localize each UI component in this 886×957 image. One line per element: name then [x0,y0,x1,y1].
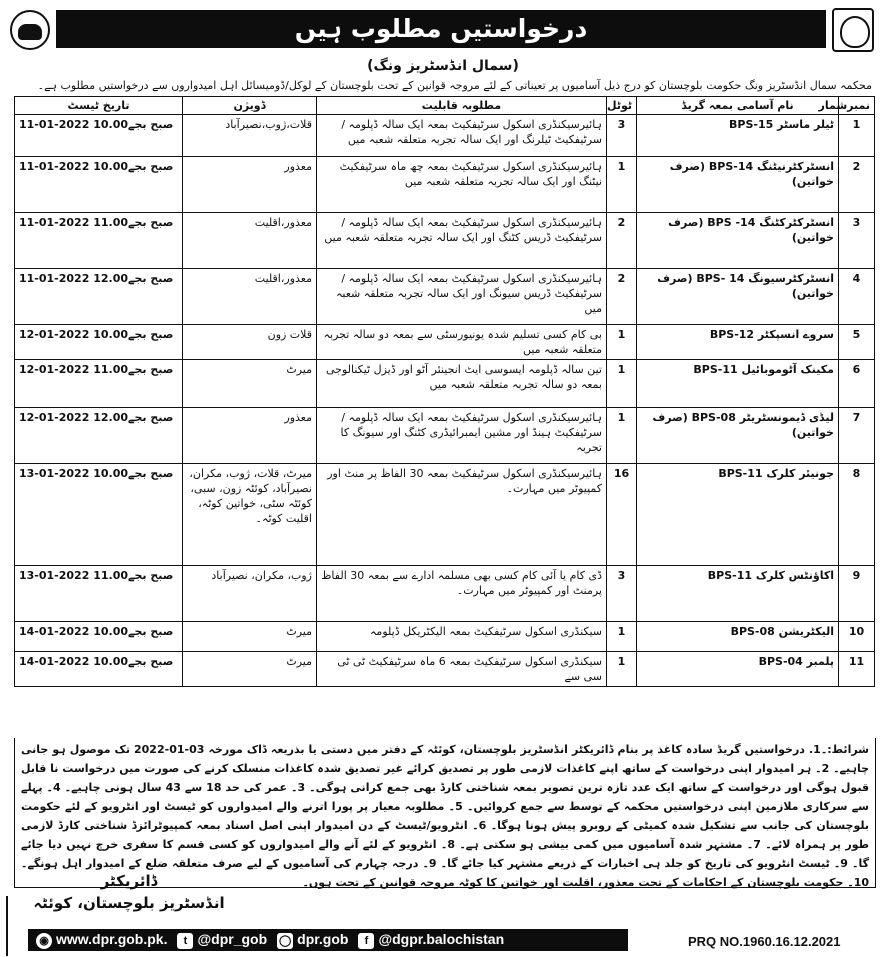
row-post: انسٹرکٹرسیونگ BPS- 14 (صرف خواتین) [637,269,839,325]
row-division: میرٹ [183,360,317,408]
row-test-date: 13-01-2022 صبح بجے10.00 [15,464,183,566]
row-division: معذور [183,157,317,213]
row-qualification: سیکنڈری اسکول سرٹیفکیٹ بمعہ الیکٹریکل ڈپلومہ [317,622,607,652]
row-division: قلات زون [183,325,317,360]
footer-contact-bar [28,929,628,951]
row-test-date: 11-01-2022 صبح بجے12.00 [15,269,183,325]
row-qualification: سیکنڈری اسکول سرٹیفکیٹ بمعہ 6 ماہ سرٹیفکیٹ ٹی ٹی سی سے [317,652,607,687]
row-post: جونیئر کلرک BPS-11 [637,464,839,566]
table-row [15,115,875,157]
signature-block [14,872,244,912]
advertisement-page [6,4,880,954]
table-header-row [15,97,875,115]
row-seats: 3 [607,566,637,622]
row-division: میرٹ، قلات، ژوب، مکران، نصیرآباد، کوئٹہ زون، سبی، کوئٹہ سٹی، خواتین کوٹہ، اقلیت کوٹہ۔ [183,464,317,566]
facebook-icon: f [358,933,374,949]
website-link[interactable] [36,931,167,948]
twitter-link[interactable] [177,931,267,948]
divider [6,896,8,956]
row-seats: 16 [607,464,637,566]
header-num: نمبرشمار [839,97,875,115]
row-test-date: 12-01-2022 صبح بجے11.00 [15,360,183,408]
row-seats: 2 [607,269,637,325]
row-num: 2 [839,157,875,213]
header-post: نام آسامی بمعہ گریڈ [637,97,839,115]
posts-table [14,96,875,687]
row-num: 8 [839,464,875,566]
prq-number: PRQ NO.1960.16.12.2021 [688,934,841,949]
balochistan-emblem-icon [10,10,50,50]
row-qualification: ہائیرسیکنڈری اسکول سرٹیفکیٹ بمعہ چھ ماہ سرٹیفکیٹ نیٹنگ اور ایک سالہ تجربہ متعلقہ شعبہ میں [317,157,607,213]
row-test-date: 12-01-2022 صبح بجے12.00 [15,408,183,464]
row-seats: 1 [607,652,637,687]
row-qualification: ہائیرسیکنڈری اسکول سرٹیفکیٹ بمعہ 30 الفاظ پر منٹ اور کمپیوٹر میں مہارت۔ [317,464,607,566]
row-division: ژوب، مکران، نصیرآباد [183,566,317,622]
row-post: سروے انسپکٹر BPS-12 [637,325,839,360]
row-seats: 1 [607,622,637,652]
facebook-link[interactable] [358,931,504,948]
table-row [15,269,875,325]
signatory-office: انڈسٹریز بلوچستان، کوئٹہ [33,894,225,912]
row-num: 7 [839,408,875,464]
row-seats: 3 [607,115,637,157]
row-post: مکینک آٹوموبائیل BPS-11 [637,360,839,408]
row-test-date: 11-01-2022 صبح بجے10.00 [15,115,183,157]
row-post: اکاؤنٹس کلرک BPS-11 [637,566,839,622]
row-post: انسٹرکٹرنیٹنگ BPS-14 (صرف خواتین) [637,157,839,213]
header-seats: ٹوٹل [607,97,637,115]
row-num: 6 [839,360,875,408]
row-num: 4 [839,269,875,325]
row-num: 9 [839,566,875,622]
row-post: الیکٹریشن BPS-08 [637,622,839,652]
instagram-icon: ◯ [278,934,292,947]
row-qualification: ہائیرسیکنڈری اسکول سرٹیفکیٹ بمعہ ایک سالہ ڈپلومہ /سرٹیفکیٹ ہینڈ اور مشین ایمبرائیڈری کٹنگ اور سیونگ کا تجربہ [317,408,607,464]
table-row [15,464,875,566]
government-seal-icon [832,8,874,52]
row-post: ٹیلر ماسٹر BPS-15 [637,115,839,157]
instagram-link[interactable] [277,931,348,948]
row-qualification: ہائیرسیکنڈری اسکول سرٹیفکیٹ بمعہ ایک سالہ ڈپلومہ /سرٹیفکیٹ ڈریس کٹنگ اور ایک سالہ تجربہ متعلقہ شعبہ میں [317,213,607,269]
row-division: معذور [183,408,317,464]
row-test-date: 11-01-2022 صبح بجے10.00 [15,157,183,213]
row-test-date: 14-01-2022 صبح بجے10.00 [15,622,183,652]
row-division: معذور،اقلیت [183,213,317,269]
row-num: 3 [839,213,875,269]
row-seats: 2 [607,213,637,269]
terms-conditions: شرائط:۔1. درخواستیں گریڈ سادہ کاغذ پر بنام ڈائریکٹر انڈسٹریز بلوچستان، کوئٹہ کے دفتر میں دستی یا بذریعہ ڈاک مورخہ 03-01-2022 تک موصول ہو جانی چاہیے۔ 2۔ ہر امیدوار اپنی درخواست کے ساتھ اپنے کاغذات لازمی طور پر تصدیق کرائے غیر تصدیق شدہ کاغذات منسلک کرنے کی صورت میں درخواست نا قابل قبول ہوگی اور درخواست کے ساتھ ایک عدد تازہ ترین تصویر بمعہ شناختی کارڈ بھی جمع کرانی ہوگی۔ 3۔ عمر کی حد 18 سے 43 سال ہونی چاہیے۔ 4۔ پہلے سے سرکاری ملازمین اپنی درخواستیں محکمہ کے توسط سے جمع کروائیں۔ 5۔ مطلوبہ معیار پر پورا اترنے والے امیدواروں کو ٹیسٹ اور انٹرویو کے لئے حکومت بلوچستان کی جانب سے تشکیل شدہ کمیٹی کے روبرو پیش ہونا ہوگا۔ 6۔ انٹرویو/ٹیسٹ کے دن امیدوار اپنی اصل اسناد بمعہ کمپیوٹرائزڈ شناختی کارڈ لازمی طور پر ہمراہ لائے۔ 7۔ مشتہر شدہ آسامیوں میں کمی بیشی ہو سکتی ہے۔ 8۔ انٹرویو کے لئے آنے والے امیدواروں کو کسی قسم کا سفری خرچ نہیں دیا جائے گا۔ 9۔ ٹیسٹ انٹرویو کی تاریخ کو جلد ہی اخبارات کے ذریعے مشتہر کیا جائے گا۔ 9۔ درجہ چہارم کی آسامیوں کے لیے صرف متعلقہ ضلع کے امیدوار اہل ہونگے۔ 10۔ حکومت بلوچستان کے احکامات کے تحت معذور، اقلیت اور خواتین کا کوٹہ مروجہ قوانین کے تحت ہوں۔ [14,738,876,888]
signatory-title: ڈائریکٹر [100,872,158,890]
row-qualification: ہائیرسیکنڈری اسکول سرٹیفکیٹ بمعہ ایک سالہ ڈپلومہ /سرٹیفکیٹ ٹیلرنگ اور ایک سالہ تجربہ متعلقہ شعبہ میں [317,115,607,157]
page-title: درخواستیں مطلوب ہیں [56,10,826,48]
row-seats: 1 [607,360,637,408]
row-test-date: 12-01-2022 صبح بجے10.00 [15,325,183,360]
table-row [15,157,875,213]
row-num: 1 [839,115,875,157]
row-post: انسٹرکٹرکٹنگ BPS -14 (صرف خواتین) [637,213,839,269]
header-division: ڈویژن [183,97,317,115]
row-post: پلمبر BPS-04 [637,652,839,687]
row-qualification: ہائیرسیکنڈری اسکول سرٹیفکیٹ بمعہ ایک سالہ ڈپلومہ /سرٹیفکیٹ ڈریس سیونگ اور ایک سالہ تجربہ متعلقہ شعبہ میں [317,269,607,325]
twitter-icon: t [177,933,193,949]
header-test-date: تاریخ ٹیسٹ [15,97,183,115]
website-text: www.dpr.gob.pk. [56,931,168,948]
header [6,4,880,74]
row-division: میرٹ [183,652,317,687]
row-division: میرٹ [183,622,317,652]
row-seats: 1 [607,325,637,360]
globe-icon: ◉ [36,933,52,949]
facebook-handle: @dgpr.balochistan [378,931,505,948]
table-row [15,566,875,622]
row-post: لیڈی ڈیمونسٹریٹر BPS-08 (صرف خواتین) [637,408,839,464]
table-row [15,622,875,652]
twitter-handle: @dpr_gob [197,931,268,948]
row-test-date: 11-01-2022 صبح بجے11.00 [15,213,183,269]
row-test-date: 13-01-2022 صبح بجے11.00 [15,566,183,622]
row-seats: 1 [607,157,637,213]
instagram-handle: dpr.gob [297,931,349,948]
row-num: 5 [839,325,875,360]
table-row [15,408,875,464]
table-row [15,325,875,360]
row-num: 10 [839,622,875,652]
subtitle: (سمال انڈسٹریز ونگ) [367,58,519,74]
row-division: معذور،اقلیت [183,269,317,325]
intro-text: محکمہ سمال انڈسٹریز ونگ حکومت بلوچستان کو درج ذیل آسامیوں پر تعیناتی کے لئے مروجہ قوانین کے تحت بلوچستان کے لوکل/ڈومیسائل اہل امیدواروں سے درخواستیں مطلوب ہے۔ [37,79,872,92]
row-test-date: 14-01-2022 صبح بجے10.00 [15,652,183,687]
table-row [15,652,875,687]
row-num: 11 [839,652,875,687]
header-qualification: مطلوبہ قابلیت [317,97,607,115]
row-division: قلات،ژوب،نصیرآباد [183,115,317,157]
row-qualification: بی کام کسی تسلیم شدہ یونیورسٹی سے بمعہ دو سالہ تجربہ متعلقہ شعبہ میں [317,325,607,360]
row-qualification: ڈی کام یا آئی کام کسی بھی مسلمہ ادارے سے بمعہ 30 الفاظ پرمنٹ اور کمپیوٹر میں مہارت۔ [317,566,607,622]
row-seats: 1 [607,408,637,464]
table-row [15,213,875,269]
table-row [15,360,875,408]
row-qualification: تین سالہ ڈپلومہ ایسوسی ایٹ انجینئر آٹو اور ڈیزل ٹیکنالوجی بمعہ دو سالہ تجربہ متعلقہ شعبہ میں [317,360,607,408]
